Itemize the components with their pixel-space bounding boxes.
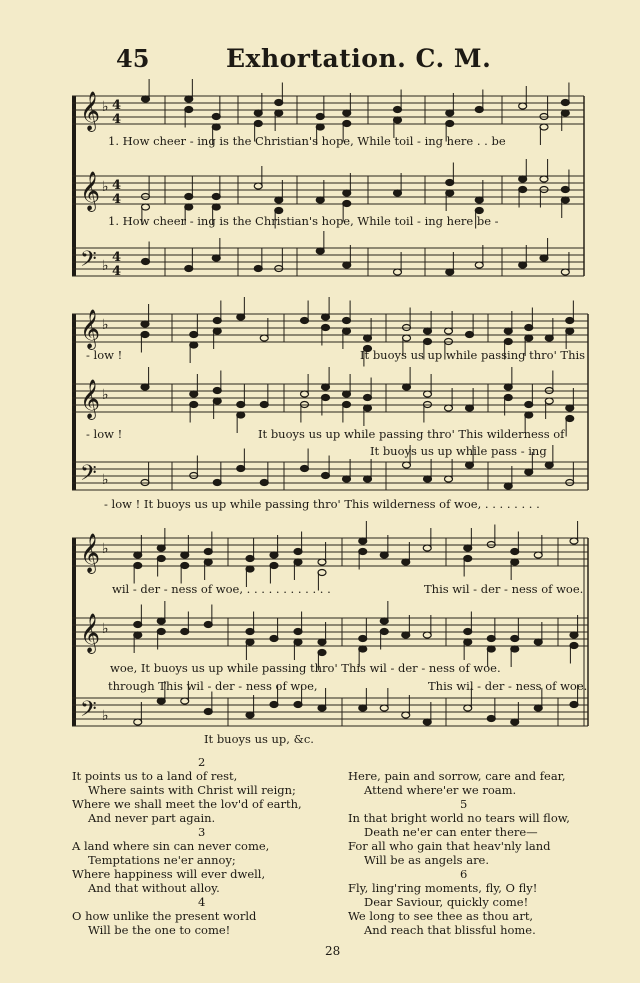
note-head	[322, 325, 330, 331]
note-head	[464, 639, 472, 645]
system2-tenor-lyric: It buoys us up while pass - ing	[370, 444, 547, 458]
note-head	[487, 646, 495, 652]
note-head	[504, 395, 512, 401]
note-head	[204, 709, 212, 715]
note-head	[511, 646, 519, 652]
verse-4-number: 4	[198, 895, 206, 909]
bass-clef: 𝄢	[80, 461, 97, 491]
note-head	[318, 705, 326, 711]
note-head	[364, 476, 372, 482]
time-signature-top: 4	[112, 98, 122, 113]
note-head	[534, 552, 542, 558]
note-head	[504, 328, 512, 334]
flat-key-signature: ♭	[102, 541, 109, 557]
verse-6-number: 6	[460, 867, 468, 881]
verse-6-line-4: And reach that blissful home.	[364, 923, 536, 937]
note-head	[212, 124, 220, 130]
note-head	[275, 110, 283, 116]
note-head	[275, 197, 283, 203]
note-head	[424, 339, 432, 345]
note-head	[343, 476, 351, 482]
note-head	[318, 570, 326, 576]
verse-2-line-4: And never part again.	[88, 811, 216, 825]
note-head	[213, 328, 221, 334]
verse-5-line-1: In that bright world no tears will flow,	[348, 811, 570, 825]
system-left-bar	[72, 314, 76, 490]
note-head	[142, 96, 150, 102]
note-head	[254, 110, 262, 116]
system2-treble-lyric-a: - low !	[86, 348, 123, 362]
note-head	[316, 248, 324, 254]
note-head	[254, 183, 262, 189]
flat-key-signature: ♭	[102, 472, 109, 488]
note-head	[359, 538, 367, 544]
verse-6-line-2: Dear Saviour, quickly come!	[364, 895, 529, 909]
system2-alto-lyric-b: It buoys us up while passing thro' This wilderness of	[258, 427, 565, 441]
note-head	[359, 549, 367, 555]
note-head	[570, 643, 578, 649]
note-head	[270, 563, 278, 569]
note-head	[519, 187, 527, 193]
time-signature-bottom: 4	[112, 112, 122, 127]
hymn-title: Exhortation. C. M.	[226, 44, 492, 73]
note-head	[519, 176, 527, 182]
note-head	[275, 208, 283, 214]
treble-clef: 𝄞	[80, 171, 101, 211]
note-head	[157, 618, 165, 624]
system3-tenor-lyric-b: This wil - der - ness of woe.	[428, 679, 588, 693]
note-head	[141, 321, 149, 327]
note-head	[204, 622, 212, 628]
system1-treble-lyric: 1. How cheer - ing is the Christian's hope, While toil - ing here . . be	[108, 134, 506, 148]
note-head	[343, 201, 351, 207]
verse-4-line-3: Here, pain and sorrow, care and fear,	[348, 769, 566, 783]
note-head	[566, 318, 574, 324]
system-left-bar	[72, 96, 76, 276]
verse-2-line-2: Where saints with Christ will reign;	[88, 783, 296, 797]
note-head	[237, 412, 245, 418]
verse-5-line-4: Will be as angels are.	[364, 853, 490, 867]
note-head	[380, 629, 388, 635]
treble-clef: 𝄞	[80, 533, 101, 573]
note-head	[534, 639, 542, 645]
note-head	[294, 559, 302, 565]
note-head	[185, 194, 193, 200]
note-head	[204, 549, 212, 555]
note-head	[212, 194, 220, 200]
note-head	[566, 416, 574, 422]
note-head	[561, 187, 569, 193]
flat-key-signature: ♭	[102, 708, 109, 724]
system3-treble-lyric-b: This wil - der - ness of woe.	[424, 582, 584, 596]
note-head	[570, 538, 578, 544]
verse-4-line-4: Attend where'er we roam.	[364, 783, 517, 797]
note-head	[301, 466, 309, 472]
verse-6-line-3: We long to see thee as thou art,	[348, 909, 534, 923]
note-head	[213, 318, 221, 324]
note-head	[181, 698, 189, 704]
note-head	[212, 204, 220, 210]
note-head	[446, 190, 454, 196]
note-head	[511, 636, 519, 642]
note-head	[511, 719, 519, 725]
note-head	[213, 398, 221, 404]
note-head	[359, 705, 367, 711]
time-signature-top: 4	[112, 178, 122, 193]
system2-treble-lyric-b: It buoys us up while passing thro' This	[360, 348, 586, 362]
bass-clef: 𝄢	[80, 247, 97, 277]
note-head	[322, 384, 330, 390]
note-head	[316, 197, 324, 203]
note-head	[343, 318, 351, 324]
note-head	[424, 476, 432, 482]
note-head	[394, 117, 402, 123]
note-head	[343, 190, 351, 196]
note-head	[475, 107, 483, 113]
note-head	[181, 629, 189, 635]
note-head	[464, 705, 472, 711]
note-head	[525, 325, 533, 331]
note-head	[318, 639, 326, 645]
note-head	[213, 480, 221, 486]
note-head	[134, 622, 142, 628]
flat-key-signature: ♭	[102, 258, 109, 274]
treble-clef: 𝄞	[80, 91, 101, 131]
treble-clef: 𝄞	[80, 309, 101, 349]
note-head	[343, 391, 351, 397]
system3-alto-lyric: woe, It buoys us up while passing thro' This wil - der - ness of woe.	[110, 661, 501, 675]
note-head	[212, 255, 220, 261]
note-head	[246, 712, 254, 718]
note-head	[301, 391, 309, 397]
note-head	[181, 563, 189, 569]
note-head	[545, 462, 553, 468]
verse-4-line-2: Will be the one to come!	[88, 923, 231, 937]
note-head	[260, 402, 268, 408]
flat-key-signature: ♭	[102, 317, 109, 333]
note-head	[403, 384, 411, 390]
note-head	[212, 114, 220, 120]
note-head	[134, 632, 142, 638]
note-head	[445, 405, 453, 411]
note-head	[561, 197, 569, 203]
note-head	[423, 545, 431, 551]
verse-4-line-1: O how unlike the present world	[72, 909, 257, 923]
verse-3-line-1: A land where sin can never come,	[72, 839, 270, 853]
note-head	[424, 328, 432, 334]
note-head	[254, 121, 262, 127]
note-head	[423, 632, 431, 638]
note-head	[402, 712, 410, 718]
note-head	[134, 552, 142, 558]
note-head	[519, 103, 527, 109]
note-head	[254, 266, 262, 272]
note-head	[142, 204, 150, 210]
flat-key-signature: ♭	[102, 99, 109, 115]
time-signature-bottom: 4	[112, 192, 122, 207]
note-head	[466, 462, 474, 468]
note-head	[380, 618, 388, 624]
time-signature-top: 4	[112, 250, 122, 265]
note-head	[270, 636, 278, 642]
note-head	[475, 262, 483, 268]
note-head	[545, 335, 553, 341]
note-head	[394, 269, 402, 275]
note-head	[475, 197, 483, 203]
note-head	[141, 384, 149, 390]
note-head	[394, 190, 402, 196]
note-head	[185, 204, 193, 210]
note-head	[364, 395, 372, 401]
note-head	[540, 176, 548, 182]
note-head	[359, 646, 367, 652]
note-head	[446, 269, 454, 275]
note-head	[134, 563, 142, 569]
note-head	[237, 314, 245, 320]
note-head	[402, 632, 410, 638]
note-head	[322, 473, 330, 479]
note-head	[466, 332, 474, 338]
system3-treble-lyric-a: wil - der - ness of woe, . . . . . . . . . . . .	[112, 582, 331, 596]
note-head	[525, 335, 533, 341]
flat-key-signature: ♭	[102, 621, 109, 637]
note-head	[424, 391, 432, 397]
note-head	[394, 107, 402, 113]
note-head	[475, 208, 483, 214]
note-head	[534, 705, 542, 711]
note-head	[322, 395, 330, 401]
note-head	[445, 476, 453, 482]
note-head	[359, 636, 367, 642]
treble-clef: 𝄞	[80, 379, 101, 419]
note-head	[403, 335, 411, 341]
note-head	[402, 559, 410, 565]
note-head	[545, 398, 553, 404]
note-head	[185, 107, 193, 113]
note-head	[566, 328, 574, 334]
note-head	[246, 629, 254, 635]
note-head	[364, 405, 372, 411]
note-head	[204, 559, 212, 565]
note-head	[270, 552, 278, 558]
note-head	[343, 110, 351, 116]
note-head	[260, 480, 268, 486]
note-head	[213, 388, 221, 394]
note-head	[561, 269, 569, 275]
system2-bass-lyric: - low ! It buoys us up while passing thro' This wilderness of woe, . . . . . . . .	[104, 497, 540, 511]
note-head	[134, 719, 142, 725]
note-head	[561, 100, 569, 106]
note-head	[504, 384, 512, 390]
note-head	[157, 545, 165, 551]
note-head	[464, 545, 472, 551]
note-head	[318, 559, 326, 565]
note-head	[316, 124, 324, 130]
note-head	[301, 318, 309, 324]
note-head	[294, 629, 302, 635]
note-head	[540, 124, 548, 130]
time-signature-bottom: 4	[112, 264, 122, 279]
note-head	[185, 266, 193, 272]
note-head	[380, 552, 388, 558]
note-head	[318, 650, 326, 656]
note-head	[246, 639, 254, 645]
note-head	[487, 636, 495, 642]
note-head	[511, 549, 519, 555]
note-head	[343, 262, 351, 268]
note-head	[322, 314, 330, 320]
note-head	[380, 705, 388, 711]
note-head	[570, 702, 578, 708]
note-head	[540, 255, 548, 261]
note-head	[487, 716, 495, 722]
verse-5-line-3: For all who gain that heav'nly land	[348, 839, 551, 853]
note-head	[157, 629, 165, 635]
note-head	[446, 110, 454, 116]
note-head	[343, 121, 351, 127]
note-head	[294, 639, 302, 645]
note-head	[181, 552, 189, 558]
note-head	[525, 412, 533, 418]
note-head	[270, 702, 278, 708]
note-head	[504, 483, 512, 489]
system3-tenor-lyric-a: through This wil - der - ness of woe,	[108, 679, 318, 693]
note-head	[511, 559, 519, 565]
bass-clef: 𝄢	[80, 697, 97, 727]
note-head	[185, 96, 193, 102]
note-head	[260, 335, 268, 341]
note-head	[423, 719, 431, 725]
verse-3-line-4: And that without alloy.	[88, 881, 220, 895]
note-head	[525, 402, 533, 408]
note-head	[343, 328, 351, 334]
note-head	[237, 402, 245, 408]
note-head	[464, 556, 472, 562]
verse-2-number: 2	[198, 755, 206, 769]
note-head	[190, 391, 198, 397]
note-head	[294, 702, 302, 708]
note-head	[464, 629, 472, 635]
note-head	[364, 335, 372, 341]
treble-clef: 𝄞	[80, 613, 101, 653]
note-head	[157, 556, 165, 562]
note-head	[294, 549, 302, 555]
signature-mark: 28	[325, 944, 341, 958]
note-head	[445, 328, 453, 334]
note-head	[141, 332, 149, 338]
verse-6-line-1: Fly, ling'ring moments, fly, O fly!	[348, 881, 538, 895]
note-head	[566, 405, 574, 411]
verse-2-line-3: Where we shall meet the lov'd of earth,	[72, 797, 302, 811]
note-head	[157, 698, 165, 704]
note-head	[343, 402, 351, 408]
note-head	[246, 566, 254, 572]
note-head	[246, 556, 254, 562]
note-head	[525, 469, 533, 475]
note-head	[519, 262, 527, 268]
system2-alto-lyric-a: - low !	[86, 427, 123, 441]
note-head	[275, 100, 283, 106]
note-head	[504, 339, 512, 345]
system1-alto-lyric: 1. How cheer - ing is the Christian's hope, While toil - ing here be -	[108, 214, 499, 228]
flat-key-signature: ♭	[102, 179, 109, 195]
note-head	[237, 466, 245, 472]
system3-bass-lyric: It buoys us up, &c.	[204, 732, 314, 746]
note-head	[190, 402, 198, 408]
verse-2-line-1: It points us to a land of rest,	[72, 769, 238, 783]
note-head	[190, 332, 198, 338]
note-head	[446, 180, 454, 186]
verse-3-line-3: Where happiness will ever dwell,	[72, 867, 266, 881]
note-head	[316, 114, 324, 120]
note-head	[466, 405, 474, 411]
verse-5-line-2: Death ne'er can enter there—	[364, 825, 538, 839]
note-head	[561, 110, 569, 116]
note-head	[190, 342, 198, 348]
verse-3-line-2: Temptations ne'er annoy;	[88, 853, 236, 867]
flat-key-signature: ♭	[102, 387, 109, 403]
verse-5-number: 5	[460, 797, 468, 811]
note-head	[403, 462, 411, 468]
verse-3-number: 3	[198, 825, 206, 839]
page-number: 45	[116, 44, 150, 73]
note-head	[142, 259, 150, 265]
note-head	[446, 121, 454, 127]
note-head	[570, 632, 578, 638]
